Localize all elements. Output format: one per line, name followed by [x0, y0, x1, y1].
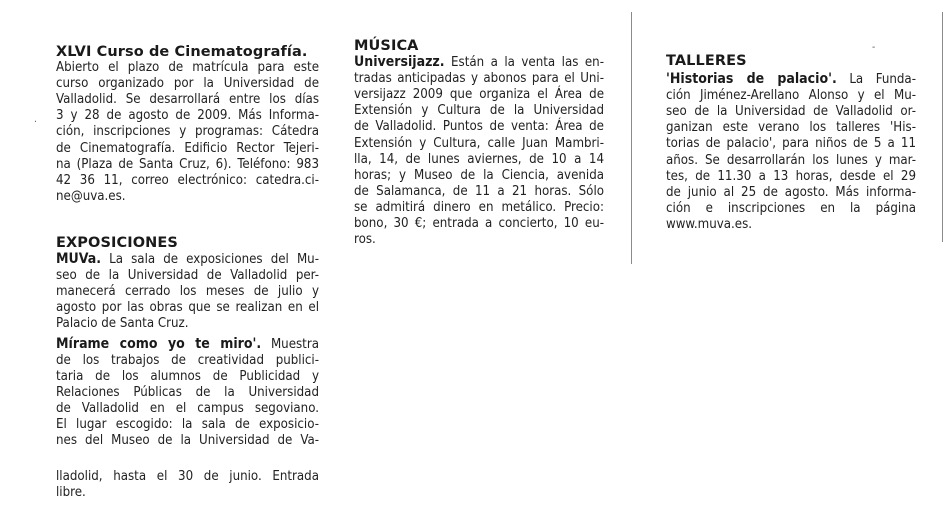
- text-line: ción, inscripciones y programas: Cátedra: [56, 124, 319, 140]
- column-2: [354, 38, 604, 248]
- text-line: agosto por las obras que se realizan en el: [56, 300, 319, 316]
- text-line: ción Jiménez-Arellano Alonso y el Mu-: [666, 88, 916, 104]
- print-speck: ·: [34, 117, 37, 128]
- column-rule-1: [631, 12, 632, 264]
- text-line: seo de la Universidad de Valladolid or-: [666, 104, 916, 120]
- text-line: de junio al 25 de agosto. Más informa-: [666, 184, 916, 200]
- text-line: El lugar escogido: la sala de exposicio-: [56, 416, 319, 432]
- text-line: curso organizado por la Universidad de: [56, 76, 319, 92]
- text-line: ción e inscripciones en la página: [666, 200, 916, 216]
- text-line: lladolid, hasta el 30 de junio. Entrada: [56, 469, 319, 485]
- text-line: ne@uva.es.: [56, 188, 126, 204]
- text-line: de Valladolid. Puntos de venta: Área de: [354, 119, 604, 135]
- section-heading-talleres: TALLERES: [666, 53, 747, 69]
- universijazz-title: Universijazz.: [354, 54, 445, 71]
- muva-entry: [56, 251, 319, 332]
- section-heading-musica: MÚSICA: [354, 38, 419, 54]
- column-1: [56, 44, 319, 501]
- text-line: La sala de exposiciones del Mu-: [109, 252, 319, 268]
- web-link[interactable]: www.muva.es.: [666, 216, 753, 232]
- muva-title: MUVa.: [56, 251, 102, 268]
- text-line: na (Plaza de Santa Cruz, 6). Teléfono: 983: [56, 156, 319, 172]
- print-speck: -: [872, 42, 876, 53]
- text-line: 3 y 28 de agosto de 2009. Más Informa-: [56, 108, 319, 124]
- text-line: ganizan este verano los talleres 'His-: [666, 120, 916, 136]
- text-line: Extensión y Cultura, calle Juan Mambri-: [354, 135, 604, 151]
- text-line: Abierto el plazo de matrícula para este: [56, 60, 319, 76]
- text-line: de Salamanca, de 11 a 21 horas. Sólo: [354, 183, 604, 199]
- text-line: Están a la venta las en-: [451, 55, 604, 71]
- mirame-entry: [56, 336, 319, 502]
- text-line: versijazz 2009 que organiza el Área de: [354, 87, 604, 103]
- text-line: horas; y Museo de la Ciencia, avenida: [354, 167, 604, 183]
- text-line: Palacio de Santa Cruz.: [56, 316, 189, 332]
- text-line: 42 36 11, correo electrónico: catedra.ci-: [56, 172, 319, 188]
- column-rule-2: [942, 12, 943, 242]
- text-line: torias de palacio', para niños de 5 a 11: [666, 136, 916, 152]
- column-3: [666, 53, 916, 233]
- section-heading-exposiciones: EXPOSICIONES: [56, 234, 178, 251]
- text-line: de Valladolid en el campus segoviano.: [56, 400, 319, 416]
- text-line: libre.: [56, 485, 86, 501]
- text-line: lla, 14, de lunes aviernes, de 10 a 14: [354, 151, 604, 167]
- text-line: Relaciones Públicas de la Universidad: [56, 384, 319, 400]
- text-line: de los trabajos de creatividad publici-: [56, 352, 319, 368]
- text-line: manecerá cerrado los meses de julio y: [56, 284, 319, 300]
- mirame-title: Mírame como yo te miro'.: [56, 335, 262, 352]
- text-line: Extensión y Cultura de la Universidad: [354, 103, 604, 119]
- text-line: Muestra: [270, 336, 319, 352]
- curso-body: [56, 60, 319, 205]
- text-line: seo de la Universidad de Valladolid per-: [56, 268, 319, 284]
- text-line: años. Se desarrollarán los lunes y mar-: [666, 152, 916, 168]
- text-line: Valladolid. Se desarrollará entre los días: [56, 92, 319, 108]
- text-line: se admitirá dinero en metálico. Precio:: [354, 199, 604, 215]
- text-line: taria de los alumnos de Publicidad y: [56, 368, 319, 384]
- curso-title: XLVI Curso de Cinematografía.: [56, 44, 308, 60]
- text-line: La Funda-: [849, 72, 916, 88]
- text-line: tradas anticipadas y abonos para el Uni-: [354, 71, 604, 87]
- text-line: ros.: [354, 232, 376, 248]
- text-line: nes del Museo de la Universidad de Va-: [56, 433, 319, 449]
- historias-title: 'Historias de palacio'.: [666, 71, 837, 88]
- text-line: bono, 30 €; entrada a concierto, 10 eu-: [354, 216, 604, 232]
- text-line: de Cinematografía. Edificio Rector Tejeri-: [56, 140, 319, 156]
- text-line: tes, de 11.30 a 13 horas, desde el 29: [666, 168, 916, 184]
